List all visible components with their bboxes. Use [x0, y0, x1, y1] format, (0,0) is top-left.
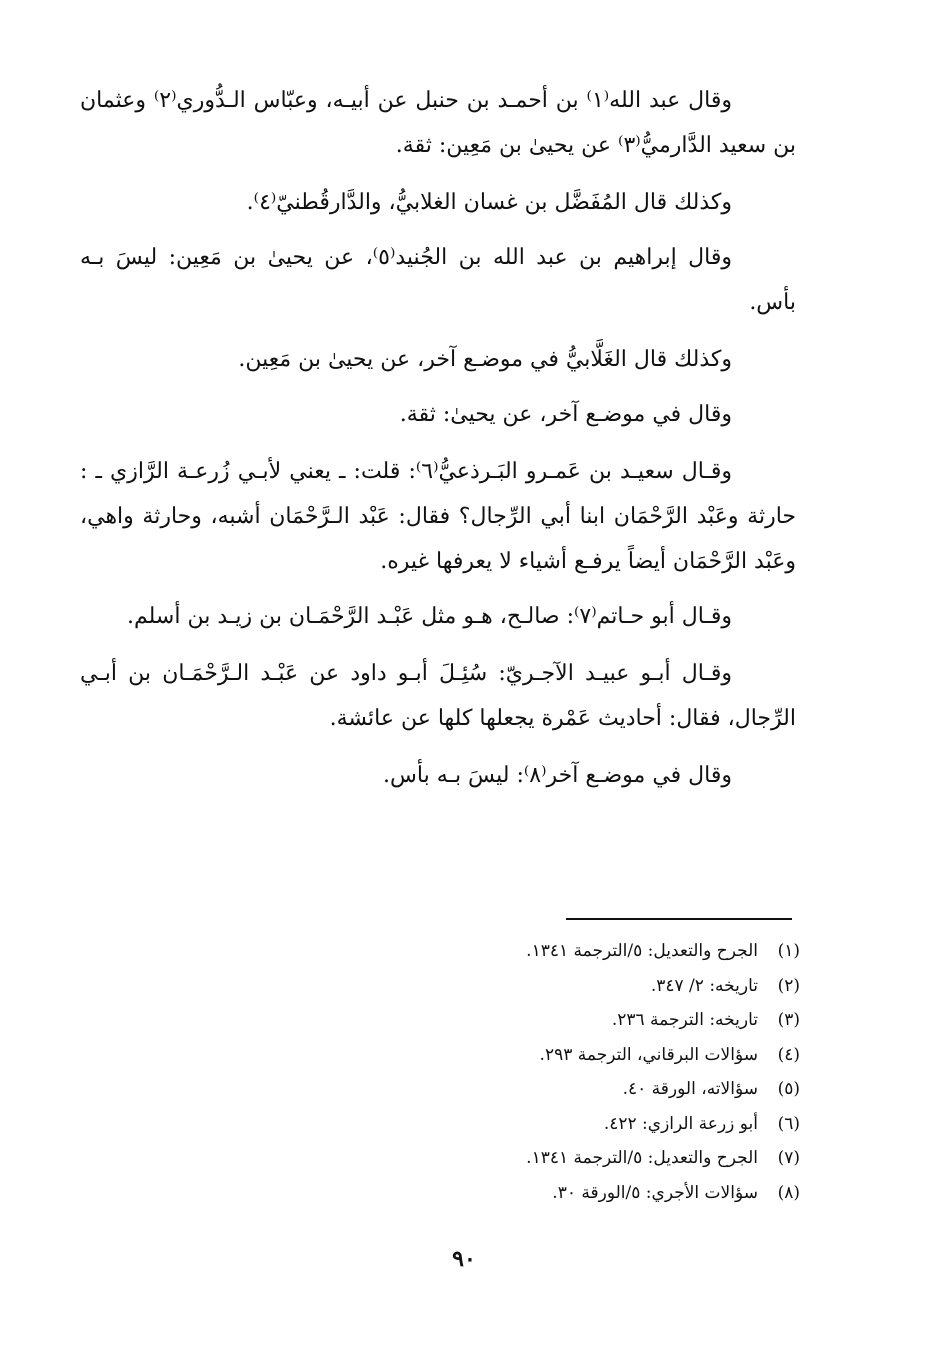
- footnote-item: [300, 969, 800, 1004]
- footnote-text: سؤالاته، الورقة ٤٠.: [622, 1079, 758, 1099]
- paragraph: وقال في موضـع آخر، عن يحيىٰ: ثقة.: [399, 402, 732, 427]
- page-number: ٩٠: [452, 1246, 476, 1272]
- footnote-number: (٣): [777, 1010, 800, 1030]
- footnote-number: (٢): [777, 975, 800, 996]
- footnote-text: الجرح والتعديل: ٥/الترجمة ١٣٤١.: [526, 941, 758, 961]
- paragraph: وقال إبراهيم بن عبد الله بن الجُنيد⁽٥⁾، عن يحيىٰ بن مَعِين: ليسَ بـه بأس.: [80, 245, 796, 315]
- paragraph: وكذلك قال المُفَضَّل بن غسان الغلابيُّ، والدَّارقُطنيّ⁽٤⁾.: [246, 190, 732, 215]
- footnote-item: [300, 1038, 800, 1073]
- footnote-number: (٧): [777, 1148, 800, 1168]
- paragraph: وكذلك قال الغَلَّابيُّ في موضـع آخر، عن يحيىٰ بن مَعِين.: [238, 347, 732, 372]
- footnotes-list: [300, 934, 800, 1210]
- footnote-text: سؤالات الأجري: ٥/الورقة ٣٠.: [552, 1182, 758, 1203]
- paragraph: وقـال أبو حـاتم⁽٧⁾: صالـح، هـو مثل عَبْـد الرَّحْمَـان بن زيـد بن أسلم.: [127, 604, 732, 629]
- paragraph: وقال عبد الله⁽١⁾ بن أحمـد بن حنبل عن أبيـه، وعبّاس الـدُّوري⁽٢⁾ وعثمان بن سعيد الدَّارميُّ⁽٣⁾ عن يحيىٰ بن مَعِين: ثقة.: [80, 88, 796, 158]
- footnote-separator: [566, 918, 792, 920]
- footnote-item: [300, 1072, 800, 1107]
- footnote-number: (٤): [777, 1044, 800, 1065]
- footnote-number: (٨): [777, 1182, 800, 1203]
- footnote-text: تاريخه: الترجمة ٢٣٦.: [611, 1010, 758, 1030]
- main-text: [80, 78, 796, 810]
- paragraph: وقـال أبـو عبيـد الآجـريّ: سُئِـلَ أبـو داود عن عَبْـد الـرَّحْمَـان بن أبـي الرِّجال، فقال: أحاديث عَمْرة يجعلها كلها عن عائشة.: [80, 661, 796, 731]
- footnote-item: [300, 1003, 800, 1038]
- footnote-item: [300, 1107, 800, 1142]
- paragraph: وقال في موضـع آخر⁽٨⁾: ليسَ بـه بأس.: [383, 763, 732, 788]
- footnote-text: تاريخه: ٢/ ٣٤٧.: [650, 975, 758, 996]
- footnote-text: الجرح والتعديل: ٥/الترجمة ١٣٤١.: [526, 1148, 758, 1168]
- footnote-number: (٥): [777, 1079, 800, 1099]
- footnote-item: [300, 934, 800, 969]
- footnote-number: (٦): [777, 1113, 800, 1134]
- footnote-item: [300, 1141, 800, 1176]
- footnote-text: أبو زرعة الرازي: ٤٢٢.: [603, 1113, 758, 1134]
- footnote-item: [300, 1176, 800, 1211]
- paragraph: وقـال سعيـد بن عَمـرو البَـرذعيُّ⁽٦⁾: قلت: ـ يعني لأبـي زُرعـة الرَّازي ـ : حارثة وعَبْد الرَّحْمَان ابنا أبي الرِّجال؟ فقال: عَبْد الـرَّحْمَان أشبه، وحارثة واهي، وعَبْد الرَّحْمَان أيضاً يرفـع أشياء لا يعرفها غيره.: [80, 459, 796, 574]
- footnote-text: سؤالات البرقاني، الترجمة ٢٩٣.: [539, 1044, 758, 1065]
- footnote-number: (١): [777, 941, 800, 961]
